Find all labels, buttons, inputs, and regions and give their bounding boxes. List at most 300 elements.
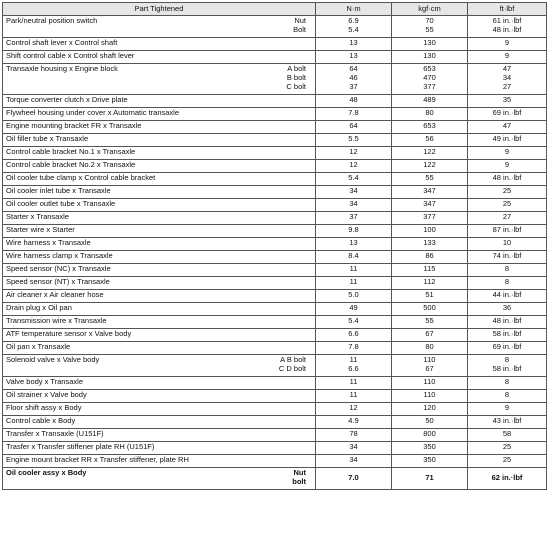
ft-value: 69 in.·lbf xyxy=(492,342,522,351)
part-cell xyxy=(3,199,316,212)
ft-value: 44 in.·lbf xyxy=(492,290,522,299)
kgf-value: 80 xyxy=(425,108,434,117)
nm-cell xyxy=(316,468,392,490)
table-row xyxy=(3,442,547,455)
fastener-list xyxy=(279,355,312,373)
part-cell xyxy=(3,173,316,186)
kgf-value: 110 xyxy=(423,377,436,386)
part-cell xyxy=(3,238,316,251)
ft-cell xyxy=(468,329,547,342)
header-part: Part Tightened xyxy=(3,3,316,16)
ft-cell xyxy=(468,64,547,95)
ft-value: 35 xyxy=(502,95,512,104)
part-name: Control cable bracket No.2 x Transaxle xyxy=(6,160,136,169)
header-ft: ft·lbf xyxy=(468,3,547,16)
nm-cell xyxy=(316,442,392,455)
ft-cell xyxy=(468,429,547,442)
ft-value: 69 in.·lbf xyxy=(492,108,522,117)
nm-value: 12 xyxy=(349,160,358,169)
nm-value: 5.4 xyxy=(348,25,359,34)
nm-cell xyxy=(316,64,392,95)
table-row xyxy=(3,134,547,147)
part-name: Trasfer x Transfer stiffener plate RH (U151F) xyxy=(6,442,155,451)
ft-value: 36 xyxy=(502,303,512,312)
nm-value: 46 xyxy=(349,73,358,82)
nm-cell xyxy=(316,377,392,390)
nm-value: 37 xyxy=(349,82,358,91)
kgf-value: 55 xyxy=(425,173,434,182)
kgf-value: 350 xyxy=(423,442,436,451)
kgf-value: 133 xyxy=(423,238,436,247)
header-kgf: kgf·cm xyxy=(392,3,468,16)
fastener-list xyxy=(293,16,312,34)
part-cell xyxy=(3,329,316,342)
ft-cell xyxy=(468,403,547,416)
fastener-label: B bolt xyxy=(286,73,306,82)
kgf-cell xyxy=(392,121,468,134)
nm-value: 13 xyxy=(349,51,358,60)
kgf-cell xyxy=(392,429,468,442)
nm-cell xyxy=(316,290,392,303)
kgf-cell xyxy=(392,16,468,38)
part-name: Starter wire x Starter xyxy=(6,225,75,234)
part-name: Control shaft lever x Control shaft xyxy=(6,38,118,47)
nm-cell xyxy=(316,416,392,429)
kgf-value: 110 xyxy=(423,355,436,364)
kgf-value: 112 xyxy=(423,277,436,286)
nm-value: 48 xyxy=(349,95,358,104)
ft-cell xyxy=(468,277,547,290)
torque-table xyxy=(2,2,547,490)
ft-value: 87 in.·lbf xyxy=(492,225,522,234)
ft-cell xyxy=(468,186,547,199)
kgf-cell xyxy=(392,403,468,416)
kgf-value: 470 xyxy=(423,73,436,82)
ft-value: 8 xyxy=(504,390,510,399)
nm-cell xyxy=(316,160,392,173)
nm-value: 9.8 xyxy=(348,225,359,234)
part-name: Drain plug x Oil pan xyxy=(6,303,72,312)
nm-value: 5.4 xyxy=(348,316,359,325)
kgf-cell xyxy=(392,455,468,468)
ft-cell xyxy=(468,251,547,264)
table-row xyxy=(3,390,547,403)
ft-value: 58 xyxy=(502,429,512,438)
ft-cell xyxy=(468,108,547,121)
nm-cell xyxy=(316,51,392,64)
fastener-label: C bolt xyxy=(286,82,306,91)
part-cell xyxy=(3,342,316,355)
nm-value: 11 xyxy=(349,355,358,364)
part-cell xyxy=(3,160,316,173)
kgf-value: 347 xyxy=(423,199,436,208)
kgf-cell xyxy=(392,264,468,277)
table-row xyxy=(3,303,547,316)
table-row xyxy=(3,290,547,303)
part-name: Valve body x Transaxle xyxy=(6,377,83,386)
nm-value: 5.0 xyxy=(348,290,359,299)
nm-value: 8.4 xyxy=(348,251,359,260)
part-cell xyxy=(3,416,316,429)
ft-cell xyxy=(468,212,547,225)
table-row xyxy=(3,16,547,38)
part-name: Wire harness clamp x Transaxle xyxy=(6,251,113,260)
part-cell xyxy=(3,38,316,51)
kgf-cell xyxy=(392,342,468,355)
nm-value: 34 xyxy=(349,186,358,195)
nm-value: 13 xyxy=(349,38,358,47)
part-name: Engine mount bracket RR x Transfer stiffener, plate RH xyxy=(6,455,189,464)
kgf-cell xyxy=(392,64,468,95)
table-row xyxy=(3,264,547,277)
table-row xyxy=(3,355,547,377)
kgf-cell xyxy=(392,108,468,121)
table-row xyxy=(3,38,547,51)
nm-value: 11 xyxy=(349,390,358,399)
part-name: Park/neutral position switch xyxy=(6,16,98,25)
ft-cell xyxy=(468,342,547,355)
kgf-value: 122 xyxy=(423,147,436,156)
part-name: Flywheel housing under cover x Automatic transaxle xyxy=(6,108,180,117)
fastener-label: C D bolt xyxy=(278,364,306,373)
kgf-value: 800 xyxy=(423,429,436,438)
kgf-cell xyxy=(392,134,468,147)
kgf-cell xyxy=(392,316,468,329)
ft-value: 9 xyxy=(504,51,510,60)
nm-value: 12 xyxy=(349,147,358,156)
nm-cell xyxy=(316,95,392,108)
kgf-value: 55 xyxy=(425,316,434,325)
ft-cell xyxy=(468,468,547,490)
part-name: Speed sensor (NC) x Transaxle xyxy=(6,264,111,273)
ft-value: 48 in.·lbf xyxy=(492,316,522,325)
kgf-cell xyxy=(392,377,468,390)
part-cell xyxy=(3,303,316,316)
nm-cell xyxy=(316,108,392,121)
ft-value: 9 xyxy=(504,38,510,47)
kgf-value: 120 xyxy=(423,403,436,412)
nm-cell xyxy=(316,455,392,468)
ft-cell xyxy=(468,416,547,429)
ft-cell xyxy=(468,225,547,238)
part-cell xyxy=(3,134,316,147)
kgf-cell xyxy=(392,355,468,377)
ft-cell xyxy=(468,303,547,316)
kgf-cell xyxy=(392,186,468,199)
table-row xyxy=(3,238,547,251)
kgf-value: 489 xyxy=(423,95,436,104)
header-nm: N·m xyxy=(316,3,392,16)
part-name: Control cable bracket No.1 x Transaxle xyxy=(6,147,136,156)
kgf-value: 377 xyxy=(423,82,436,91)
nm-value: 5.5 xyxy=(348,134,359,143)
ft-value: 25 xyxy=(502,442,512,451)
table-row xyxy=(3,51,547,64)
nm-value: 64 xyxy=(349,121,358,130)
nm-cell xyxy=(316,429,392,442)
part-cell xyxy=(3,147,316,160)
nm-cell xyxy=(316,238,392,251)
part-name: Oil cooler outlet tube x Transaxle xyxy=(6,199,116,208)
ft-value: 9 xyxy=(504,147,510,156)
ft-cell xyxy=(468,134,547,147)
nm-cell xyxy=(316,199,392,212)
kgf-cell xyxy=(392,51,468,64)
kgf-value: 115 xyxy=(423,264,436,273)
table-row xyxy=(3,173,547,186)
kgf-value: 70 xyxy=(425,16,434,25)
nm-cell xyxy=(316,316,392,329)
kgf-cell xyxy=(392,277,468,290)
part-name: Oil filler tube x Transaxle xyxy=(6,134,89,143)
ft-value: 25 xyxy=(502,455,512,464)
nm-cell xyxy=(316,251,392,264)
ft-value: 9 xyxy=(504,160,510,169)
kgf-cell xyxy=(392,251,468,264)
fastener-label: Nut xyxy=(294,16,306,25)
table-row xyxy=(3,377,547,390)
fastener-label: bolt xyxy=(292,477,306,486)
kgf-cell xyxy=(392,416,468,429)
part-cell xyxy=(3,355,316,377)
nm-cell xyxy=(316,147,392,160)
ft-cell xyxy=(468,316,547,329)
ft-value: 48 in.·lbf xyxy=(492,25,522,34)
nm-value: 11 xyxy=(349,377,358,386)
nm-value: 7.8 xyxy=(348,342,359,351)
ft-cell xyxy=(468,147,547,160)
kgf-value: 653 xyxy=(423,121,436,130)
part-name: Wire harness x Transaxle xyxy=(6,238,91,247)
part-name: Oil pan x Transaxle xyxy=(6,342,71,351)
ft-value: 8 xyxy=(504,277,510,286)
nm-value: 6.6 xyxy=(348,364,359,373)
kgf-cell xyxy=(392,468,468,490)
ft-cell xyxy=(468,390,547,403)
table-row xyxy=(3,416,547,429)
part-cell xyxy=(3,251,316,264)
nm-cell xyxy=(316,121,392,134)
nm-cell xyxy=(316,212,392,225)
nm-value: 6.9 xyxy=(348,16,359,25)
part-cell xyxy=(3,95,316,108)
kgf-value: 50 xyxy=(425,416,434,425)
kgf-cell xyxy=(392,199,468,212)
kgf-cell xyxy=(392,160,468,173)
nm-value: 12 xyxy=(349,403,358,412)
kgf-value: 130 xyxy=(423,38,436,47)
kgf-cell xyxy=(392,238,468,251)
table-row xyxy=(3,95,547,108)
part-cell xyxy=(3,212,316,225)
kgf-cell xyxy=(392,212,468,225)
nm-value: 34 xyxy=(349,199,358,208)
kgf-value: 51 xyxy=(425,290,434,299)
nm-cell xyxy=(316,225,392,238)
nm-cell xyxy=(316,264,392,277)
table-row xyxy=(3,251,547,264)
part-cell xyxy=(3,264,316,277)
fastener-list xyxy=(286,64,312,91)
table-row xyxy=(3,455,547,468)
nm-cell xyxy=(316,134,392,147)
part-cell xyxy=(3,277,316,290)
kgf-value: 67 xyxy=(425,364,434,373)
ft-cell xyxy=(468,377,547,390)
ft-value: 58 in.·lbf xyxy=(492,329,522,338)
part-cell xyxy=(3,403,316,416)
ft-cell xyxy=(468,238,547,251)
nm-cell xyxy=(316,355,392,377)
nm-cell xyxy=(316,329,392,342)
nm-value: 49 xyxy=(349,303,358,312)
part-name: Oil cooler inlet tube x Transaxle xyxy=(6,186,111,195)
ft-value: 25 xyxy=(502,199,512,208)
nm-value: 37 xyxy=(349,212,358,221)
nm-value: 6.6 xyxy=(348,329,359,338)
nm-value: 7.0 xyxy=(348,472,359,482)
kgf-value: 350 xyxy=(423,455,436,464)
kgf-value: 80 xyxy=(425,342,434,351)
kgf-value: 130 xyxy=(423,51,436,60)
kgf-cell xyxy=(392,390,468,403)
nm-value: 11 xyxy=(349,264,358,273)
nm-value: 11 xyxy=(349,277,358,286)
table-row xyxy=(3,108,547,121)
ft-cell xyxy=(468,121,547,134)
nm-cell xyxy=(316,16,392,38)
ft-value: 8 xyxy=(504,377,510,386)
kgf-cell xyxy=(392,303,468,316)
part-name: Shift control cable x Control shaft lever xyxy=(6,51,135,60)
kgf-value: 86 xyxy=(425,251,434,260)
ft-value: 61 in.·lbf xyxy=(492,16,522,25)
ft-value: 47 xyxy=(502,64,512,73)
part-name: Torque converter clutch x Drive plate xyxy=(6,95,128,104)
part-cell xyxy=(3,290,316,303)
kgf-value: 67 xyxy=(425,329,434,338)
table-row xyxy=(3,277,547,290)
table-row xyxy=(3,186,547,199)
part-name: Engine mounting bracket FR x Transaxle xyxy=(6,121,142,130)
table-row xyxy=(3,199,547,212)
nm-value: 78 xyxy=(349,429,358,438)
nm-value: 34 xyxy=(349,442,358,451)
kgf-cell xyxy=(392,290,468,303)
fastener-label: A B bolt xyxy=(280,355,306,364)
kgf-value: 122 xyxy=(423,160,436,169)
fastener-label: A bolt xyxy=(287,64,306,73)
nm-value: 5.4 xyxy=(348,173,359,182)
kgf-value: 71 xyxy=(425,472,434,482)
part-cell xyxy=(3,316,316,329)
ft-value: 10 xyxy=(502,238,512,247)
ft-value: 8 xyxy=(504,355,510,364)
part-cell xyxy=(3,186,316,199)
part-name: Oil strainer x Valve body xyxy=(6,390,87,399)
part-name: Speed sensor (NT) x Transaxle xyxy=(6,277,110,286)
table-row xyxy=(3,468,547,490)
nm-cell xyxy=(316,403,392,416)
part-name: Oil cooler tube clamp x Control cable bracket xyxy=(6,173,156,182)
part-name: Floor shift assy x Body xyxy=(6,403,82,412)
table-row xyxy=(3,121,547,134)
ft-value: 34 xyxy=(502,73,512,82)
part-cell xyxy=(3,64,316,95)
kgf-cell xyxy=(392,442,468,455)
nm-cell xyxy=(316,390,392,403)
table-row xyxy=(3,64,547,95)
ft-value: 43 in.·lbf xyxy=(492,416,522,425)
part-cell xyxy=(3,377,316,390)
part-cell xyxy=(3,390,316,403)
part-name: Solenoid valve x Valve body xyxy=(6,355,100,364)
ft-cell xyxy=(468,199,547,212)
nm-value: 34 xyxy=(349,455,358,464)
part-name: Transaxle housing x Engine block xyxy=(6,64,118,73)
part-cell xyxy=(3,429,316,442)
kgf-value: 100 xyxy=(423,225,436,234)
nm-value: 13 xyxy=(349,238,358,247)
table-row xyxy=(3,429,547,442)
part-cell xyxy=(3,51,316,64)
part-cell xyxy=(3,225,316,238)
fastener-label: Bolt xyxy=(293,25,306,34)
ft-cell xyxy=(468,290,547,303)
ft-value: 74 in.·lbf xyxy=(492,251,522,260)
kgf-value: 55 xyxy=(425,25,434,34)
ft-value: 48 in.·lbf xyxy=(492,173,522,182)
ft-value: 9 xyxy=(504,403,510,412)
nm-value: 64 xyxy=(349,64,358,73)
part-cell xyxy=(3,16,316,38)
part-name: Transfer x Transaxle (U151F) xyxy=(6,429,104,438)
ft-value: 47 xyxy=(502,121,512,130)
ft-value: 8 xyxy=(504,264,510,273)
fastener-list xyxy=(292,468,312,486)
header-row xyxy=(3,3,547,16)
nm-value: 7.8 xyxy=(348,108,359,117)
part-name: Transmission wire x Transaxle xyxy=(6,316,107,325)
part-cell xyxy=(3,442,316,455)
kgf-value: 653 xyxy=(423,64,436,73)
table-row xyxy=(3,160,547,173)
part-cell xyxy=(3,468,316,490)
ft-value: 62 in.·lbf xyxy=(491,472,523,482)
table-row xyxy=(3,342,547,355)
ft-cell xyxy=(468,160,547,173)
nm-cell xyxy=(316,303,392,316)
ft-cell xyxy=(468,355,547,377)
ft-value: 49 in.·lbf xyxy=(492,134,522,143)
kgf-cell xyxy=(392,329,468,342)
fastener-label: Nut xyxy=(293,468,306,477)
ft-cell xyxy=(468,38,547,51)
nm-cell xyxy=(316,38,392,51)
table-row xyxy=(3,212,547,225)
kgf-value: 110 xyxy=(423,390,436,399)
kgf-cell xyxy=(392,173,468,186)
table-row xyxy=(3,316,547,329)
nm-value: 4.9 xyxy=(348,416,359,425)
part-name: ATF temperature sensor x Valve body xyxy=(6,329,132,338)
kgf-cell xyxy=(392,147,468,160)
part-cell xyxy=(3,455,316,468)
ft-cell xyxy=(468,264,547,277)
table-body xyxy=(3,16,547,490)
ft-cell xyxy=(468,51,547,64)
ft-cell xyxy=(468,173,547,186)
